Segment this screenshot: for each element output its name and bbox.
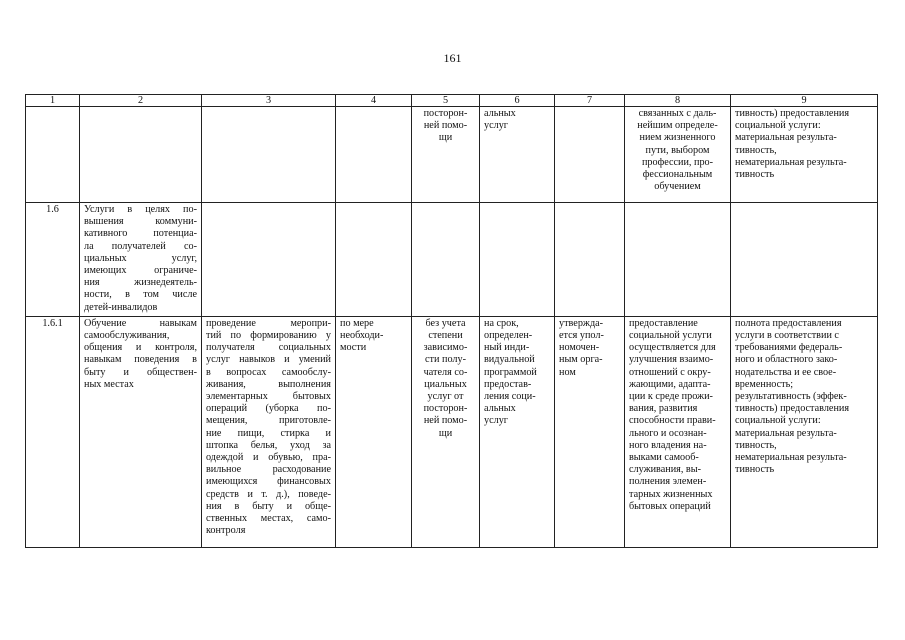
table-cell	[412, 107, 480, 203]
cell-text-line: улучшения взаимо-	[629, 354, 714, 366]
column-header: 2	[80, 95, 202, 107]
cell-text-line: циальных	[424, 378, 467, 390]
cell-text-line: ный инди-	[484, 342, 530, 354]
cell-text-line: полнота предоставления	[735, 317, 842, 329]
column-header: 7	[555, 95, 625, 107]
cell-text-line: служивания, вы-	[629, 464, 701, 476]
service-content	[202, 316, 336, 547]
table-cell	[202, 107, 336, 203]
cell-text-line: номочен-	[559, 342, 600, 354]
cell-text-line: утвержда-	[559, 317, 604, 329]
cell-text-line: посторон-	[423, 108, 468, 119]
column-header: 8	[625, 95, 731, 107]
cell-text-line: тивность	[735, 169, 775, 181]
cell-text-line: отношений с окру-	[629, 366, 711, 378]
table-cell	[480, 203, 555, 317]
cell-text-line: альных	[484, 403, 516, 415]
cell-text-line: вильное расходование	[206, 464, 331, 476]
table-cell	[26, 107, 80, 203]
column-header: 3	[202, 95, 336, 107]
cell-text-line: на срок,	[484, 317, 519, 329]
cell-text-line: щи	[438, 427, 453, 439]
cell-text-line: программой	[484, 366, 537, 378]
cell-text-line: щи	[438, 132, 453, 144]
service-cost	[412, 316, 480, 547]
cell-text-line: быту и обществен-	[84, 366, 197, 378]
table-cell	[731, 107, 878, 203]
cell-text-line: сти полу-	[425, 354, 466, 366]
cell-text-line: ния жизнедеятель-	[84, 277, 197, 289]
cell-text-line: социальной услуги	[629, 330, 712, 342]
cell-text-line: зависимо-	[423, 342, 468, 354]
cell-text-line: выками самооб-	[629, 452, 699, 464]
cell-text-line: ется упол-	[559, 330, 604, 342]
cell-text-line: связанных с даль-	[638, 108, 717, 119]
cell-text-line: тарных жизненных	[629, 488, 713, 500]
cell-text-line: ней помо-	[423, 120, 468, 132]
cell-text-line: альных	[484, 108, 516, 119]
cell-text-line: требованиями федераль-	[735, 342, 843, 354]
cell-text-line: услуги в соответствии с	[735, 330, 839, 342]
column-header: 5	[412, 95, 480, 107]
cell-text-line: фессиональным	[642, 169, 713, 181]
cell-text-line: без учета	[425, 317, 466, 329]
cell-text-line: мещения, приготовле-	[206, 415, 331, 427]
services-table	[25, 94, 878, 548]
table-row-service	[26, 316, 878, 547]
cell-text-line: профессии, про-	[641, 156, 714, 168]
cell-text-line: жающими, адапта-	[629, 378, 711, 390]
cell-text-line: получателя социальных	[206, 342, 331, 354]
table-cell	[555, 203, 625, 317]
cell-text-line: временность;	[735, 378, 794, 390]
cell-text-line: операций (уборка по-	[206, 403, 331, 415]
cell-text-line: ления соци-	[484, 391, 536, 403]
cell-text-line: нематериальная результа-	[735, 452, 847, 464]
cell-text-line: социальной услуги:	[735, 415, 821, 427]
cell-text-line: льного и осознан-	[629, 427, 707, 439]
cell-text-line: ней помо-	[423, 415, 468, 427]
cell-text-line: вания, развития	[629, 403, 698, 415]
cell-text-line: посторон-	[423, 403, 468, 415]
cell-text-line: осуществляется для	[629, 342, 716, 354]
cell-text-line: ным орга-	[559, 354, 603, 366]
service-conditions	[625, 316, 731, 547]
cell-text-line: ла получателей со-	[84, 240, 197, 252]
cell-text-line: живания, выполнения	[206, 378, 331, 390]
cell-text-line: материальная результа-	[735, 132, 837, 144]
cell-text-line: услуг навыков и умений	[206, 354, 331, 366]
table-header-row	[26, 95, 878, 107]
table-cell	[336, 203, 412, 317]
cell-text-line: нейшим определе-	[637, 120, 718, 132]
cell-text-line: элементарных бытовых	[206, 391, 331, 403]
cell-text-line: навыкам поведения в	[84, 354, 197, 366]
section-number: 1.6	[26, 203, 80, 317]
cell-text-line: предостав-	[484, 378, 532, 390]
section-title	[80, 203, 202, 317]
cell-text-line: услуг	[484, 415, 508, 427]
service-frequency	[336, 316, 412, 547]
cell-text-line: ния в быту и обще-	[206, 500, 331, 512]
cell-text-line: Услуги в целях по-	[84, 204, 197, 215]
cell-text-line: тивность	[735, 464, 775, 476]
cell-text-line: ного владения на-	[629, 439, 707, 451]
cell-text-line: ности, в том числе	[84, 289, 197, 301]
cell-text-line: результативность (эффек-	[735, 391, 847, 403]
cell-text-line: одеждой и обувью, пра-	[206, 452, 331, 464]
service-name	[80, 316, 202, 547]
column-header: 6	[480, 95, 555, 107]
table-cell	[202, 203, 336, 317]
cell-text-line: нематериальная результа-	[735, 156, 847, 168]
cell-text-line: видуальной	[484, 354, 535, 366]
cell-text-line: средств и т. д.), поведе-	[206, 488, 331, 500]
cell-text-line: материальная результа-	[735, 427, 837, 439]
cell-text-line: тивность,	[735, 439, 777, 451]
cell-text-line: пути, выбором	[645, 144, 710, 156]
cell-text-line: чателя со-	[423, 366, 468, 378]
cell-text-line: тивность) предоставления	[735, 403, 850, 415]
cell-text-line: в вопросах самообслу-	[206, 366, 331, 378]
table-cell	[555, 107, 625, 203]
cell-text-line: необходи-	[340, 330, 384, 342]
cell-text-line: детей-инвалидов	[84, 301, 158, 313]
cell-text-line: циальных услуг,	[84, 252, 197, 264]
cell-text-line: определен-	[484, 330, 533, 342]
cell-text-line: предоставление	[629, 317, 698, 329]
service-quality	[731, 316, 878, 547]
table-cell	[625, 107, 731, 203]
column-header: 9	[731, 95, 878, 107]
cell-text-line: проведение меропри-	[206, 317, 331, 329]
page-number: 161	[443, 51, 462, 65]
cell-text-line: мости	[340, 342, 367, 354]
cell-text-line: ции к среде прожи-	[629, 391, 713, 403]
cell-text-line: тий по формированию у	[206, 330, 331, 342]
cell-text-line: бытовых операций	[629, 500, 711, 512]
cell-text-line: ном	[559, 366, 576, 378]
cell-text-line: по мере	[340, 317, 374, 329]
table-cell	[625, 203, 731, 317]
cell-text-line: степени	[428, 330, 463, 342]
service-number: 1.6.1	[26, 316, 80, 547]
table-row-continuation	[26, 107, 878, 203]
table-cell	[480, 107, 555, 203]
service-norms	[555, 316, 625, 547]
service-term	[480, 316, 555, 547]
cell-text-line: тивность,	[735, 144, 777, 156]
cell-text-line: способности прави-	[629, 415, 716, 427]
table-cell	[731, 203, 878, 317]
cell-text-line: нием жизненного	[639, 132, 716, 144]
cell-text-line: имеющихся финансовых	[206, 476, 331, 488]
cell-text-line: имеющих ограниче-	[84, 265, 197, 277]
cell-text-line: нодательства и ее свое-	[735, 366, 837, 378]
cell-text-line: услуг	[484, 120, 508, 132]
cell-text-line: вышения коммуни-	[84, 216, 197, 228]
cell-text-line: тивность) предоставления	[735, 108, 850, 119]
cell-text-line: ных местах	[84, 378, 134, 390]
column-header: 4	[336, 95, 412, 107]
table-cell	[80, 107, 202, 203]
cell-text-line: полнения элемен-	[629, 476, 707, 488]
table-row-section	[26, 203, 878, 317]
cell-text-line: кативного потенциа-	[84, 228, 197, 240]
cell-text-line: ного и областного зако-	[735, 354, 838, 366]
cell-text-line: самообслуживания,	[84, 330, 170, 342]
cell-text-line: штопка белья, уход за	[206, 439, 331, 451]
column-header: 1	[26, 95, 80, 107]
cell-text-line: услуг от	[427, 391, 464, 403]
cell-text-line: контроля	[206, 525, 246, 537]
cell-text-line: ние пищи, стирка и	[206, 427, 331, 439]
table-cell	[412, 203, 480, 317]
table-cell	[336, 107, 412, 203]
cell-text-line: общения и контроля,	[84, 342, 197, 354]
cell-text-line: обучением	[654, 181, 701, 193]
cell-text-line: социальной услуги:	[735, 120, 821, 132]
cell-text-line: Обучение навыкам	[84, 317, 197, 329]
cell-text-line: ственных местах, само-	[206, 513, 331, 525]
